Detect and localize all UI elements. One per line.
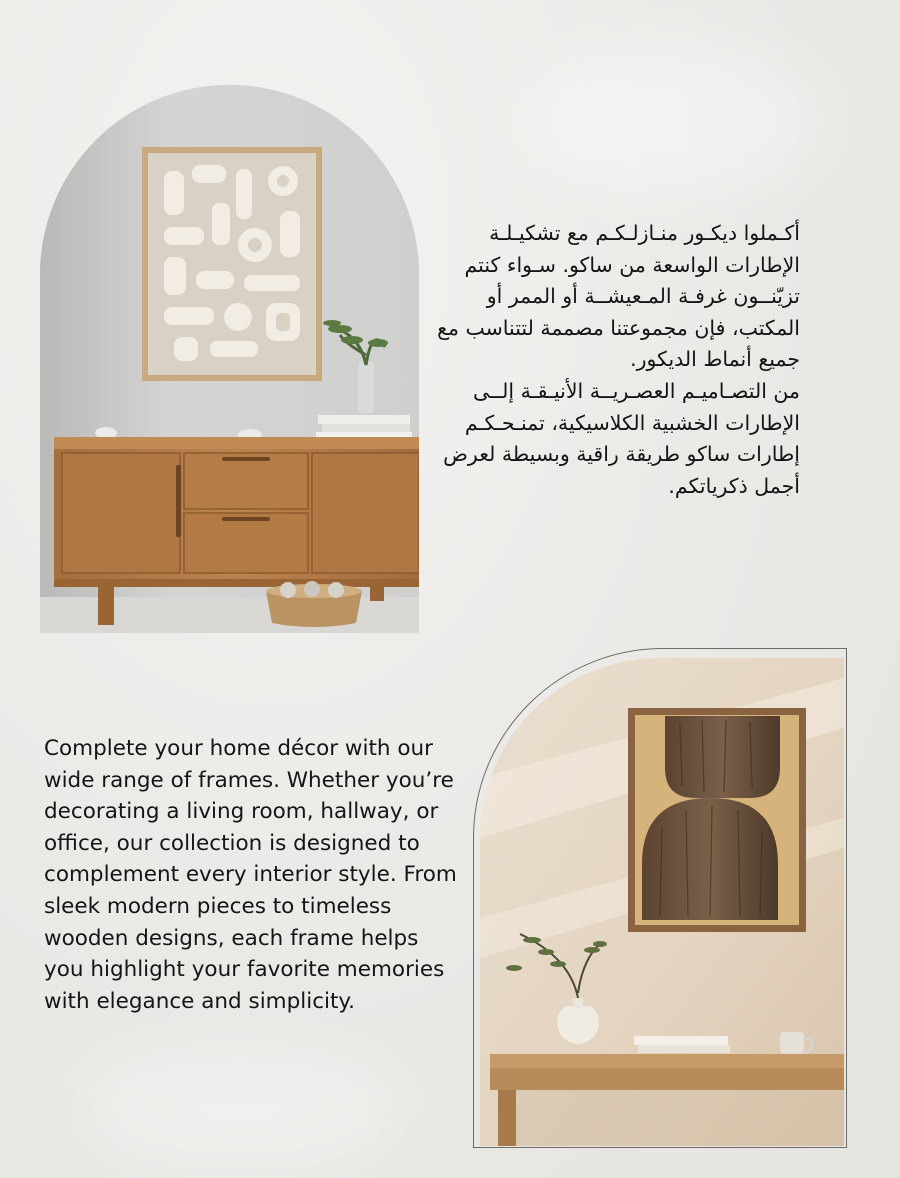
english-description: Complete your home décor with our wide range of frames. Whether you’re decorating a living room, hallway, or office, our collection is designed to complement every interior style. From sleek modern pieces to timeless wooden designs, each frame helps you highlight your favorite memories with elegance and simplicity.: [44, 736, 457, 1014]
arabic-paragraph-1: أكـملوا ديكـور منـازلـكـم مع تشكيـلـة الإطارات الواسعة من ساكو. سـواء كنتم تزيّنــون غرفـة المـعيشــة أو الممر أو المكتب، فإن مجموعتنا مصممة لتتناسب مع جميع أنماط الديكور.: [437, 221, 800, 372]
sideboard-frame-photo: [40, 85, 419, 633]
console-table-frame-photo: [480, 658, 844, 1146]
arabic-description: [425, 218, 800, 502]
arabic-paragraph-2: من التصـاميـم العصـريــة الأنيـقـة إلــى الإطارات الخشبية الكلاسيكية، تمنـحـكـم إطارات ساكو طريقة راقية وبسيطة لعرض أجمل ذكرياتكم.: [443, 378, 800, 498]
